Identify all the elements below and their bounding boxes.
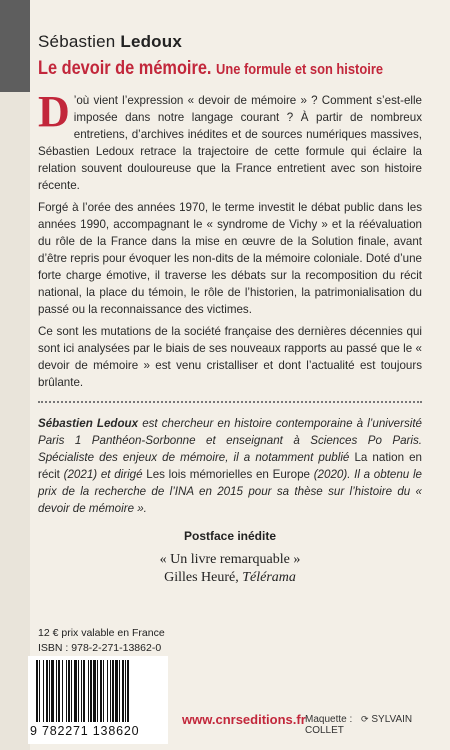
- barcode-bars: [36, 660, 160, 722]
- back-cover-content: [38, 32, 422, 587]
- author-first-name: Sébastien: [38, 32, 116, 51]
- author-last-name: Ledoux: [120, 32, 183, 51]
- bio-book-1: La nation en récit: [38, 451, 423, 481]
- design-credit: [305, 714, 450, 736]
- blurb-text-1: ’où vient l’expression « devoir de mémoire » ? Comment s’est-elle imposée dans notre langage courant ? À partir de nombreux entretiens, d’archives inédites et de sources numériques massives, Sébastien Ledoux retrace la trajectoire de cette formule qui éclaire la relation souvent douloureuse que la France entretient avec son histoire récente.: [38, 94, 422, 192]
- dotted-divider: [38, 401, 422, 403]
- book-title: [38, 58, 422, 80]
- bio-text-1: est chercheur en histoire contemporaine à l’université Paris 1 Panthéon-Sorbonne et enseignant à Sciences Po Paris. Spécialiste des enjeux de mémoire, il a notamment publié: [38, 417, 422, 464]
- title-main: Le devoir de mémoire.: [38, 58, 212, 79]
- maquette-label: Maquette :: [305, 714, 353, 725]
- quote-text: « Un livre remarquable »: [159, 552, 301, 567]
- drop-cap: D: [38, 87, 70, 136]
- grey-band-block: [0, 0, 30, 92]
- publisher-website-link[interactable]: www.cnrseditions.fr: [182, 712, 306, 727]
- blurb-paragraph-3: Ce sont les mutations de la société française des dernières décennies qui sont ici analysées par le biais de ses nouveaux rapports au passé que le « devoir de mémoire » est venu cristalliser et dont l’actualité est toujours brûlante.: [38, 325, 422, 389]
- cover-spine-band: [0, 0, 30, 750]
- bio-text-2: (2021) et dirigé: [59, 468, 147, 481]
- blurb-paragraph-2: Forgé à l’orée des années 1970, le terme investit le débat public dans les années 1990, accompagnant le « syndrome de Vichy » et la réévaluation du rôle de la France dans la mise en œuvre de la Solution finale, avant d’être repris pour évoquer les non-dits de la mémoire coloniale. Doté d’une forte charge émotive, il traverse les débats sur la recomposition du récit national, la place du témoin, le rôle de l’historien, la patrimonialisation du passé ou la reconnaissance des victimes.: [38, 201, 422, 316]
- bio-book-2: Les lois mémorielles en Europe: [146, 468, 310, 481]
- designer-logo-icon: ⟳: [361, 714, 369, 724]
- bio-author-name: Sébastien Ledoux: [38, 417, 139, 430]
- bio-text-3: (2020). Il a obtenu le prix de la recherche de l’INA en 2015 pour sa thèse sur l’histoire du « devoir de mémoire ».: [38, 468, 422, 515]
- author-bio: [38, 415, 422, 517]
- price-line: 12 € prix valable en France: [38, 627, 165, 639]
- designer-name: SYLVAIN COLLET: [305, 714, 413, 736]
- author-name: [38, 32, 422, 52]
- barcode-digits: 9 782271 138620: [30, 724, 140, 738]
- price-info: [38, 626, 165, 656]
- isbn-line: ISBN : 978-2-271-13862-0: [38, 642, 162, 654]
- quote-attribution: [38, 569, 422, 587]
- title-subtitle: Une formule et son histoire: [216, 61, 384, 78]
- quote-author: Gilles Heuré,: [164, 570, 243, 585]
- press-quote: [38, 551, 422, 587]
- barcode: [28, 656, 168, 744]
- postface-label: Postface inédite: [183, 529, 277, 543]
- quote-magazine: Télérama: [242, 570, 296, 585]
- blurb-paragraph-1: [38, 87, 422, 194]
